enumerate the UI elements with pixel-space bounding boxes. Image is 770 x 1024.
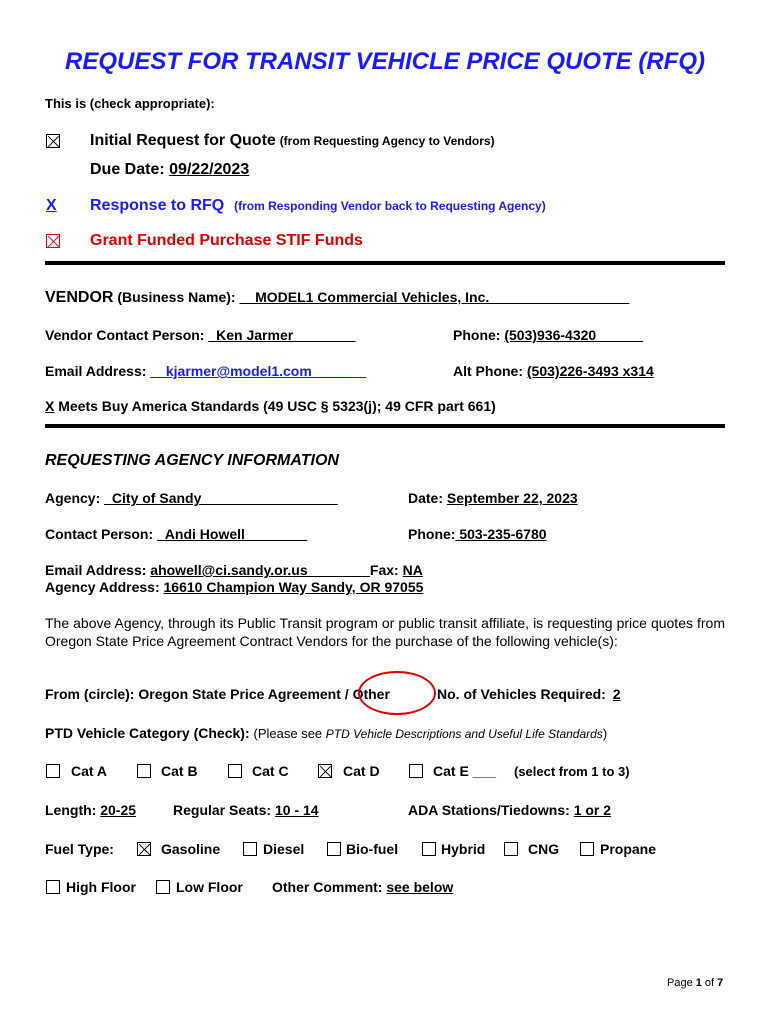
- grant-checkbox[interactable]: [46, 234, 60, 248]
- buy-america-mark: X: [45, 398, 55, 414]
- fuel-diesel-label: Diesel: [263, 841, 305, 857]
- due-date-row: [90, 161, 249, 179]
- agency-date-label: Date:: [408, 490, 444, 506]
- vendor-email-value[interactable]: __kjarmer@model1.com_______: [150, 363, 367, 379]
- vendor-contact-row: [45, 327, 355, 343]
- cat-b-checkbox[interactable]: [137, 764, 151, 778]
- vendor-alt-phone-label: Alt Phone:: [453, 363, 523, 379]
- fuel-gasoline-checkbox[interactable]: [137, 842, 151, 856]
- ada-label: ADA Stations/Tiedowns:: [408, 802, 570, 818]
- response-row: [90, 197, 546, 215]
- buy-america-text: Meets Buy America Standards (49 USC § 5323(j); 49 CFR part 661): [58, 398, 496, 414]
- grant-label: Grant Funded Purchase STIF Funds: [90, 232, 363, 249]
- seats-value: 10 - 14: [274, 802, 319, 818]
- vendor-phone-label: Phone:: [453, 327, 501, 343]
- agency-address-row: [45, 579, 423, 595]
- response-mark: X: [46, 197, 57, 214]
- agency-phone-row: [408, 526, 547, 542]
- other-circle: [358, 671, 436, 715]
- seats-label: Regular Seats:: [173, 802, 272, 818]
- cat-e-checkbox[interactable]: [409, 764, 423, 778]
- agency-date-value: September 22, 2023: [446, 490, 578, 506]
- page-current: 1: [695, 977, 702, 989]
- vendor-phone-value: (503)936-4320______: [504, 327, 643, 343]
- agency-phone-label: Phone:: [408, 526, 456, 542]
- vehicles-row: [437, 686, 624, 702]
- vendor-label: VENDOR: [45, 289, 114, 306]
- cat-note: (select from 1 to 3): [514, 764, 630, 779]
- agency-email-value[interactable]: ahowell@ci.sandy.or.us________: [150, 562, 370, 578]
- length-value: 20-25: [100, 802, 137, 818]
- fuel-biofuel-checkbox[interactable]: [327, 842, 341, 856]
- fuel-biofuel-label: Bio-fuel: [346, 841, 399, 857]
- fuel-propane-checkbox[interactable]: [580, 842, 594, 856]
- fuel-propane-label: Propane: [600, 841, 657, 857]
- ptd-label: PTD Vehicle Category (Check):: [45, 725, 250, 741]
- low-floor-checkbox[interactable]: [156, 880, 170, 894]
- agency-contact-value: _Andi Howell________: [157, 526, 308, 542]
- agency-date-row: [408, 490, 578, 506]
- other-comment-row: [272, 879, 453, 895]
- fuel-gasoline-label: Gasoline: [161, 841, 221, 857]
- agency-phone-value: 503-235-6780: [455, 526, 547, 542]
- cat-c-label: Cat C: [252, 763, 289, 779]
- ada-row: [408, 802, 611, 818]
- length-label: Length:: [45, 802, 97, 818]
- length-row: [45, 802, 136, 818]
- cat-a-label: Cat A: [71, 763, 108, 779]
- page-prefix: Page: [667, 977, 696, 989]
- response-note: (from Responding Vendor back to Requesting Agency): [234, 199, 546, 213]
- agency-contact-row: [45, 526, 307, 542]
- vendor-email-label: Email Address:: [45, 363, 147, 379]
- agency-address-value: 16610 Champion Way Sandy, OR 97055: [163, 579, 424, 595]
- cat-d-checkbox[interactable]: [318, 764, 332, 778]
- vendor-contact-label: Vendor Contact Person:: [45, 327, 205, 343]
- agency-fax-label: Fax:: [369, 562, 399, 578]
- section-divider-2: [45, 424, 725, 428]
- fuel-cng-checkbox[interactable]: [504, 842, 518, 856]
- ptd-note-pre: (Please see: [253, 726, 326, 741]
- from-circle-label: From (circle): Oregon State Price Agreement / Other: [45, 686, 390, 702]
- check-intro: This is (check appropriate):: [45, 96, 215, 111]
- fuel-hybrid-label: Hybrid: [441, 841, 486, 857]
- vendor-phone-row: [453, 327, 643, 343]
- vendor-name-label: (Business Name):: [117, 289, 236, 305]
- high-floor-label: High Floor: [66, 879, 136, 895]
- buy-america-row: [45, 398, 496, 414]
- page-total: 7: [717, 977, 724, 989]
- request-paragraph: The above Agency, through its Public Transit program or public transit affiliate, is requesting price quotes from Oregon State Price Agreement Contract Vendors for the purchase of the following vehicle(s):: [45, 615, 725, 649]
- page-number: [667, 977, 723, 989]
- agency-email-label: Email Address:: [45, 562, 147, 578]
- cat-b-label: Cat B: [161, 763, 198, 779]
- other-comment-label: Other Comment:: [272, 879, 383, 895]
- vendor-name-row: [45, 289, 629, 307]
- seats-row: [173, 802, 319, 818]
- fuel-cng-label: CNG: [528, 841, 560, 857]
- ptd-note-post: ): [602, 726, 608, 741]
- agency-heading: REQUESTING AGENCY INFORMATION: [45, 452, 339, 469]
- vendor-email-row: [45, 363, 366, 379]
- ada-value: 1 or 2: [573, 802, 612, 818]
- initial-request-row: [90, 132, 495, 150]
- due-date-label: Due Date:: [90, 161, 165, 178]
- page-middle: of: [701, 977, 718, 989]
- agency-address-label: Agency Address:: [45, 579, 160, 595]
- high-floor-checkbox[interactable]: [46, 880, 60, 894]
- vendor-alt-phone-row: [453, 363, 654, 379]
- vehicles-label: No. of Vehicles Required:: [437, 686, 606, 702]
- cat-e-label: Cat E ___: [433, 763, 497, 779]
- response-label: Response to RFQ: [90, 197, 225, 214]
- cat-c-checkbox[interactable]: [228, 764, 242, 778]
- low-floor-label: Low Floor: [176, 879, 243, 895]
- ptd-row: [45, 725, 607, 741]
- due-date-value: 09/22/2023: [169, 161, 250, 178]
- cat-d-label: Cat D: [343, 763, 380, 779]
- agency-fax-value: NA: [402, 562, 423, 578]
- fuel-hybrid-checkbox[interactable]: [422, 842, 436, 856]
- section-divider: [45, 261, 725, 265]
- agency-contact-label: Contact Person:: [45, 526, 154, 542]
- ptd-note-italic: PTD Vehicle Descriptions and Useful Life Standards: [325, 727, 603, 741]
- agency-name-value: _City of Sandy________________ _: [104, 490, 338, 506]
- vendor-contact-value: _Ken Jarmer________: [208, 327, 356, 343]
- fuel-label: Fuel Type:: [45, 841, 114, 857]
- vendor-name-value: __MODEL1 Commercial Vehicles, Inc.__________________: [239, 289, 630, 305]
- initial-request-note: (from Requesting Agency to Vendors): [279, 134, 495, 148]
- agency-email-row: [45, 562, 423, 578]
- page-title: REQUEST FOR TRANSIT VEHICLE PRICE QUOTE (RFQ): [64, 48, 706, 75]
- initial-request-label: Initial Request for Quote: [90, 132, 276, 149]
- agency-name-row: [45, 490, 338, 506]
- agency-name-label: Agency:: [45, 490, 101, 506]
- fuel-diesel-checkbox[interactable]: [243, 842, 257, 856]
- other-comment-value: see below: [386, 879, 454, 895]
- initial-request-checkbox[interactable]: [46, 134, 60, 148]
- vehicles-value: 2: [612, 686, 621, 702]
- cat-a-checkbox[interactable]: [46, 764, 60, 778]
- vendor-alt-phone-value: (503)226-3493 x314: [526, 363, 654, 379]
